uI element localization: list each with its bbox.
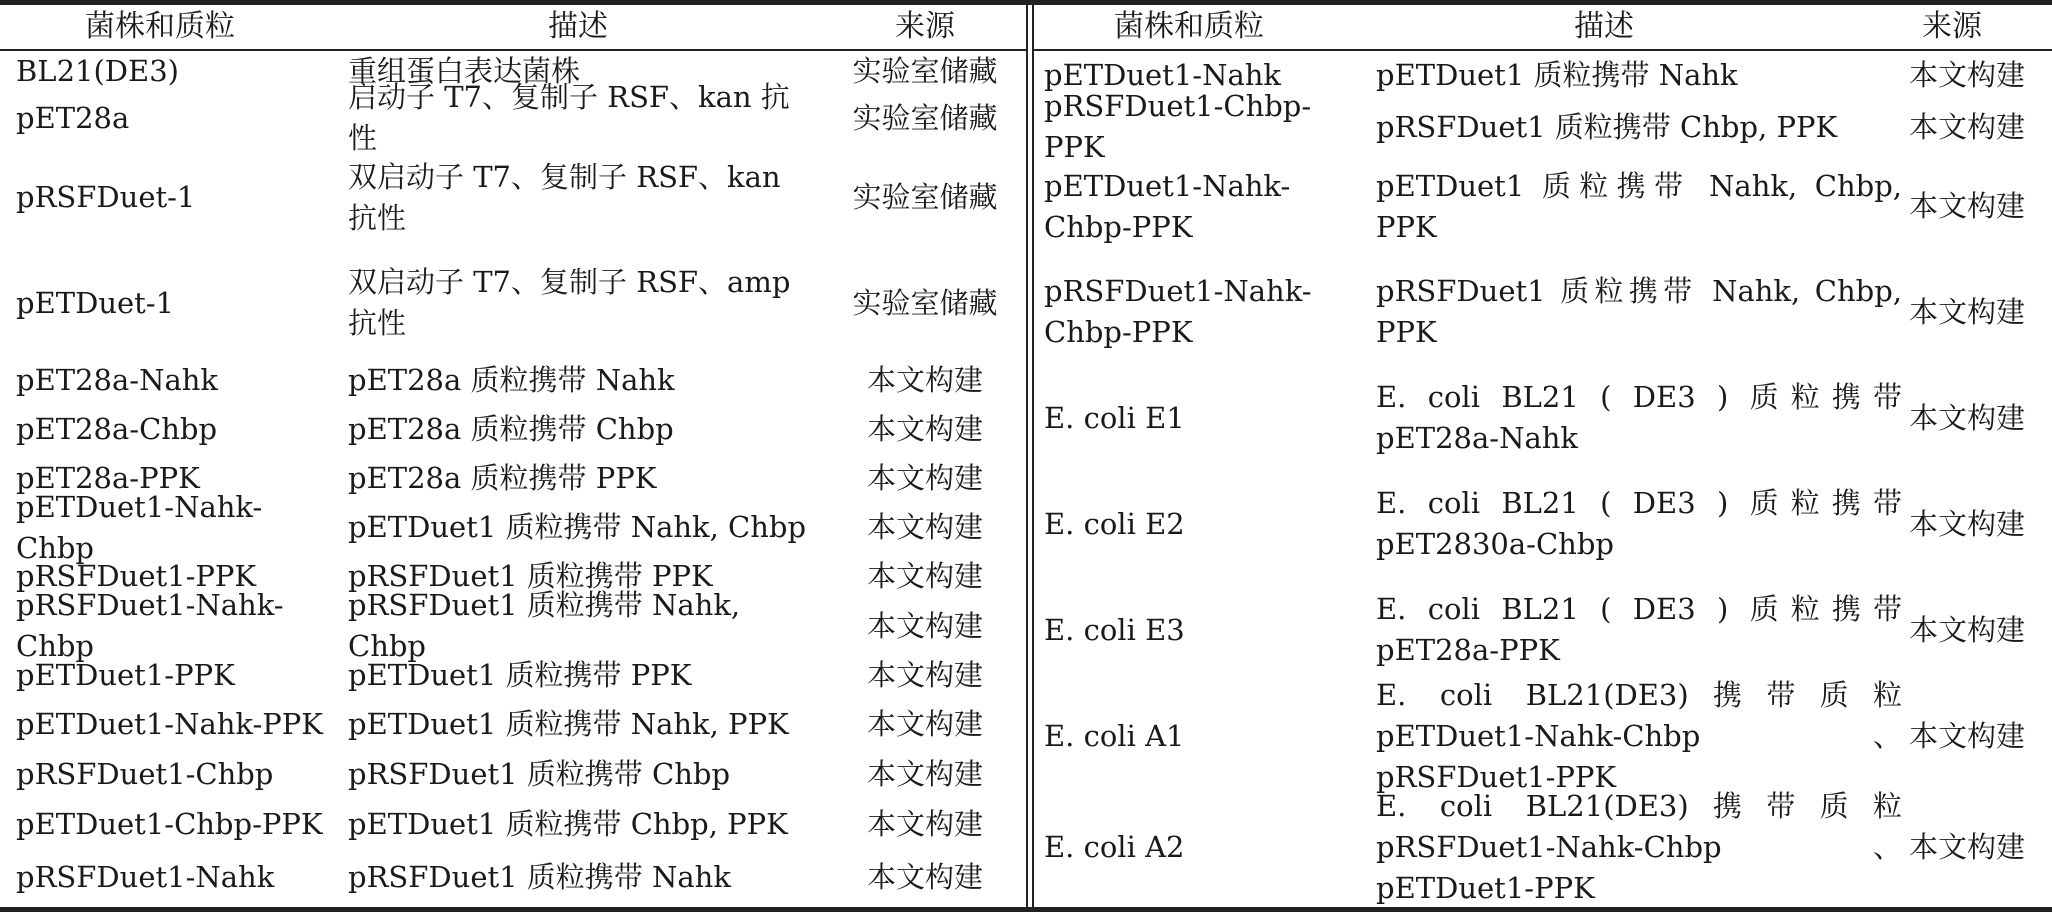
header-strain: 菌株和质粒 <box>85 9 235 44</box>
strain-cell: E. coli A1 <box>1044 718 1185 753</box>
strain-cell: pRSFDuet1-Nahk <box>16 859 275 894</box>
description-cell: pETDuet1 质粒携带 Chbp, PPK <box>348 806 788 841</box>
description-cell: pETDuet1 质粒携带 Nahk, PPK <box>348 707 789 741</box>
table-row <box>0 80 1026 155</box>
source-cell: 实验室储藏 <box>852 180 998 214</box>
description-cell: pRSFDuet1 质粒携带 Nahk, Chbp <box>348 588 741 663</box>
source-cell: 本文构建 <box>866 608 983 643</box>
description-cell: E. coli BL21(DE3)携带质粒 pRSFDuet1-Nahk-Chbp、pETDuet1-PPK <box>1376 788 1902 905</box>
description-cell: pRSFDuet1 质粒携带 Nahk <box>348 859 731 894</box>
table-row <box>0 405 1026 454</box>
strain-cell: E. coli E1 <box>1044 400 1185 435</box>
strain-cell: pETDuet-1 <box>16 285 175 320</box>
source-cell: 本文构建 <box>1908 718 2025 753</box>
table-row <box>1034 471 2052 577</box>
table-row <box>0 356 1026 405</box>
header-source: 来源 <box>1922 9 1982 44</box>
source-cell: 本文构建 <box>1908 109 2025 144</box>
strain-cell: pRSFDuet1-Nahk-Chbp-PPK <box>1044 274 1312 349</box>
header-strain: 菌株和质粒 <box>1114 9 1264 44</box>
description-cell: pET28a 质粒携带 Chbp <box>348 412 674 446</box>
table-row <box>1034 89 2052 164</box>
source-cell: 实验室储藏 <box>852 285 998 320</box>
source-cell: 本文构建 <box>1908 400 2025 435</box>
description-cell: 双启动子 T7、复制子 RSF、kan 抗性 <box>348 159 781 235</box>
table-row <box>1034 154 2052 259</box>
table-header <box>1034 5 2052 51</box>
description-cell: pETDuet1 质粒携带 Nahk, Chbp, PPK <box>1376 168 1902 244</box>
source-cell: 本文构建 <box>1908 58 2025 92</box>
source-cell: 本文构建 <box>866 412 983 446</box>
source-cell: 本文构建 <box>866 707 983 741</box>
right-table <box>1034 0 2052 912</box>
source-cell: 本文构建 <box>866 363 983 397</box>
source-cell: 本文构建 <box>1908 506 2025 541</box>
description-cell: E. coli BL21(DE3)携带质粒 pETDuet1-Nahk-Chbp、pRSFDuet1-PPK <box>1376 677 1902 794</box>
table-row <box>1034 259 2052 365</box>
strain-cell: pRSFDuet1-PPK <box>16 559 257 593</box>
strain-cell: pETDuet1-Nahk <box>1044 58 1281 92</box>
source-cell: 本文构建 <box>1908 294 2025 329</box>
strain-cell: pETDuet1-Nahk-PPK <box>16 707 323 741</box>
strain-cell: pETDuet1-PPK <box>16 658 235 692</box>
strain-cell: pET28a-Chbp <box>16 412 218 446</box>
description-cell: pET28a 质粒携带 Nahk <box>348 363 675 397</box>
table-row <box>0 145 1026 250</box>
description-cell: E. coli BL21 ( DE3 ) 质粒携带 pET28a-Nahk <box>1376 380 1902 455</box>
strain-cell: pRSFDuet1-Chbp-PPK <box>1044 89 1312 164</box>
table-row <box>0 489 1026 565</box>
description-cell: pRSFDuet1 质粒携带 Chbp <box>348 756 731 791</box>
table-row <box>0 799 1026 849</box>
strain-cell: pRSFDuet1-Nahk-Chbp <box>16 588 284 663</box>
header-description: 描述 <box>1574 9 1634 44</box>
description-cell: E. coli BL21 ( DE3 ) 质粒携带 pET28a-PPK <box>1376 592 1902 667</box>
source-cell: 本文构建 <box>866 461 983 495</box>
strain-cell: E. coli E2 <box>1044 506 1185 541</box>
description-cell: pETDuet1 质粒携带 PPK <box>348 658 692 692</box>
table-row <box>0 588 1026 663</box>
source-cell: 实验室储藏 <box>852 53 998 88</box>
strain-cell: pET28a <box>16 100 130 135</box>
header-description: 描述 <box>548 9 608 44</box>
description-cell: pETDuet1 质粒携带 Nahk, Chbp <box>348 510 807 544</box>
table-row <box>0 700 1026 749</box>
table-row <box>0 651 1026 700</box>
strain-cell: E. coli A2 <box>1044 829 1185 864</box>
description-cell: pRSFDuet1 质粒携带 Nahk, Chbp, PPK <box>1376 274 1902 349</box>
description-cell: pET28a 质粒携带 PPK <box>348 461 657 495</box>
source-cell: 本文构建 <box>1908 612 2025 647</box>
description-cell: pRSFDuet1 质粒携带 PPK <box>348 559 713 593</box>
strain-cell: pRSFDuet1-Chbp <box>16 756 274 791</box>
column-separator <box>1026 0 1028 912</box>
description-cell: E. coli BL21 ( DE3 ) 质粒携带 pET2830a-Chbp <box>1376 486 1902 561</box>
description-cell: 重组蛋白表达菌株 <box>348 53 581 88</box>
strain-cell: pET28a-PPK <box>16 461 200 495</box>
table-row <box>0 749 1026 799</box>
table-row <box>0 250 1026 356</box>
source-cell: 本文构建 <box>1908 829 2025 864</box>
strain-cell: pET28a-Nahk <box>16 363 218 397</box>
table-row <box>1034 577 2052 683</box>
table-header <box>0 5 1026 51</box>
table-row <box>1034 365 2052 471</box>
header-source: 来源 <box>895 9 955 44</box>
description-cell: pETDuet1 质粒携带 Nahk <box>1376 58 1738 92</box>
source-cell: 本文构建 <box>866 806 983 841</box>
strain-cell: pETDuet1-Nahk-Chbp <box>16 489 263 565</box>
description-cell: 启动子 T7、复制子 RSF、kan 抗性 <box>348 80 790 155</box>
strain-cell: BL21(DE3) <box>16 53 179 88</box>
source-cell: 本文构建 <box>866 658 983 692</box>
strain-cell: pETDuet1-Nahk-Chbp-PPK <box>1044 168 1291 244</box>
table-row <box>1034 677 2052 794</box>
source-cell: 本文构建 <box>1908 189 2025 223</box>
source-cell: 本文构建 <box>866 510 983 544</box>
source-cell: 本文构建 <box>866 859 983 894</box>
strain-cell: pETDuet1-Chbp-PPK <box>16 806 323 841</box>
description-cell: pRSFDuet1 质粒携带 Chbp, PPK <box>1376 109 1838 144</box>
source-cell: 本文构建 <box>866 756 983 791</box>
source-cell: 实验室储藏 <box>852 100 998 135</box>
strain-cell: E. coli E3 <box>1044 612 1185 647</box>
description-cell: 双启动子 T7、复制子 RSF、amp 抗性 <box>348 265 791 340</box>
table-row <box>0 849 1026 905</box>
strain-cell: pRSFDuet-1 <box>16 180 196 214</box>
source-cell: 本文构建 <box>866 559 983 593</box>
table-row <box>1034 789 2052 905</box>
